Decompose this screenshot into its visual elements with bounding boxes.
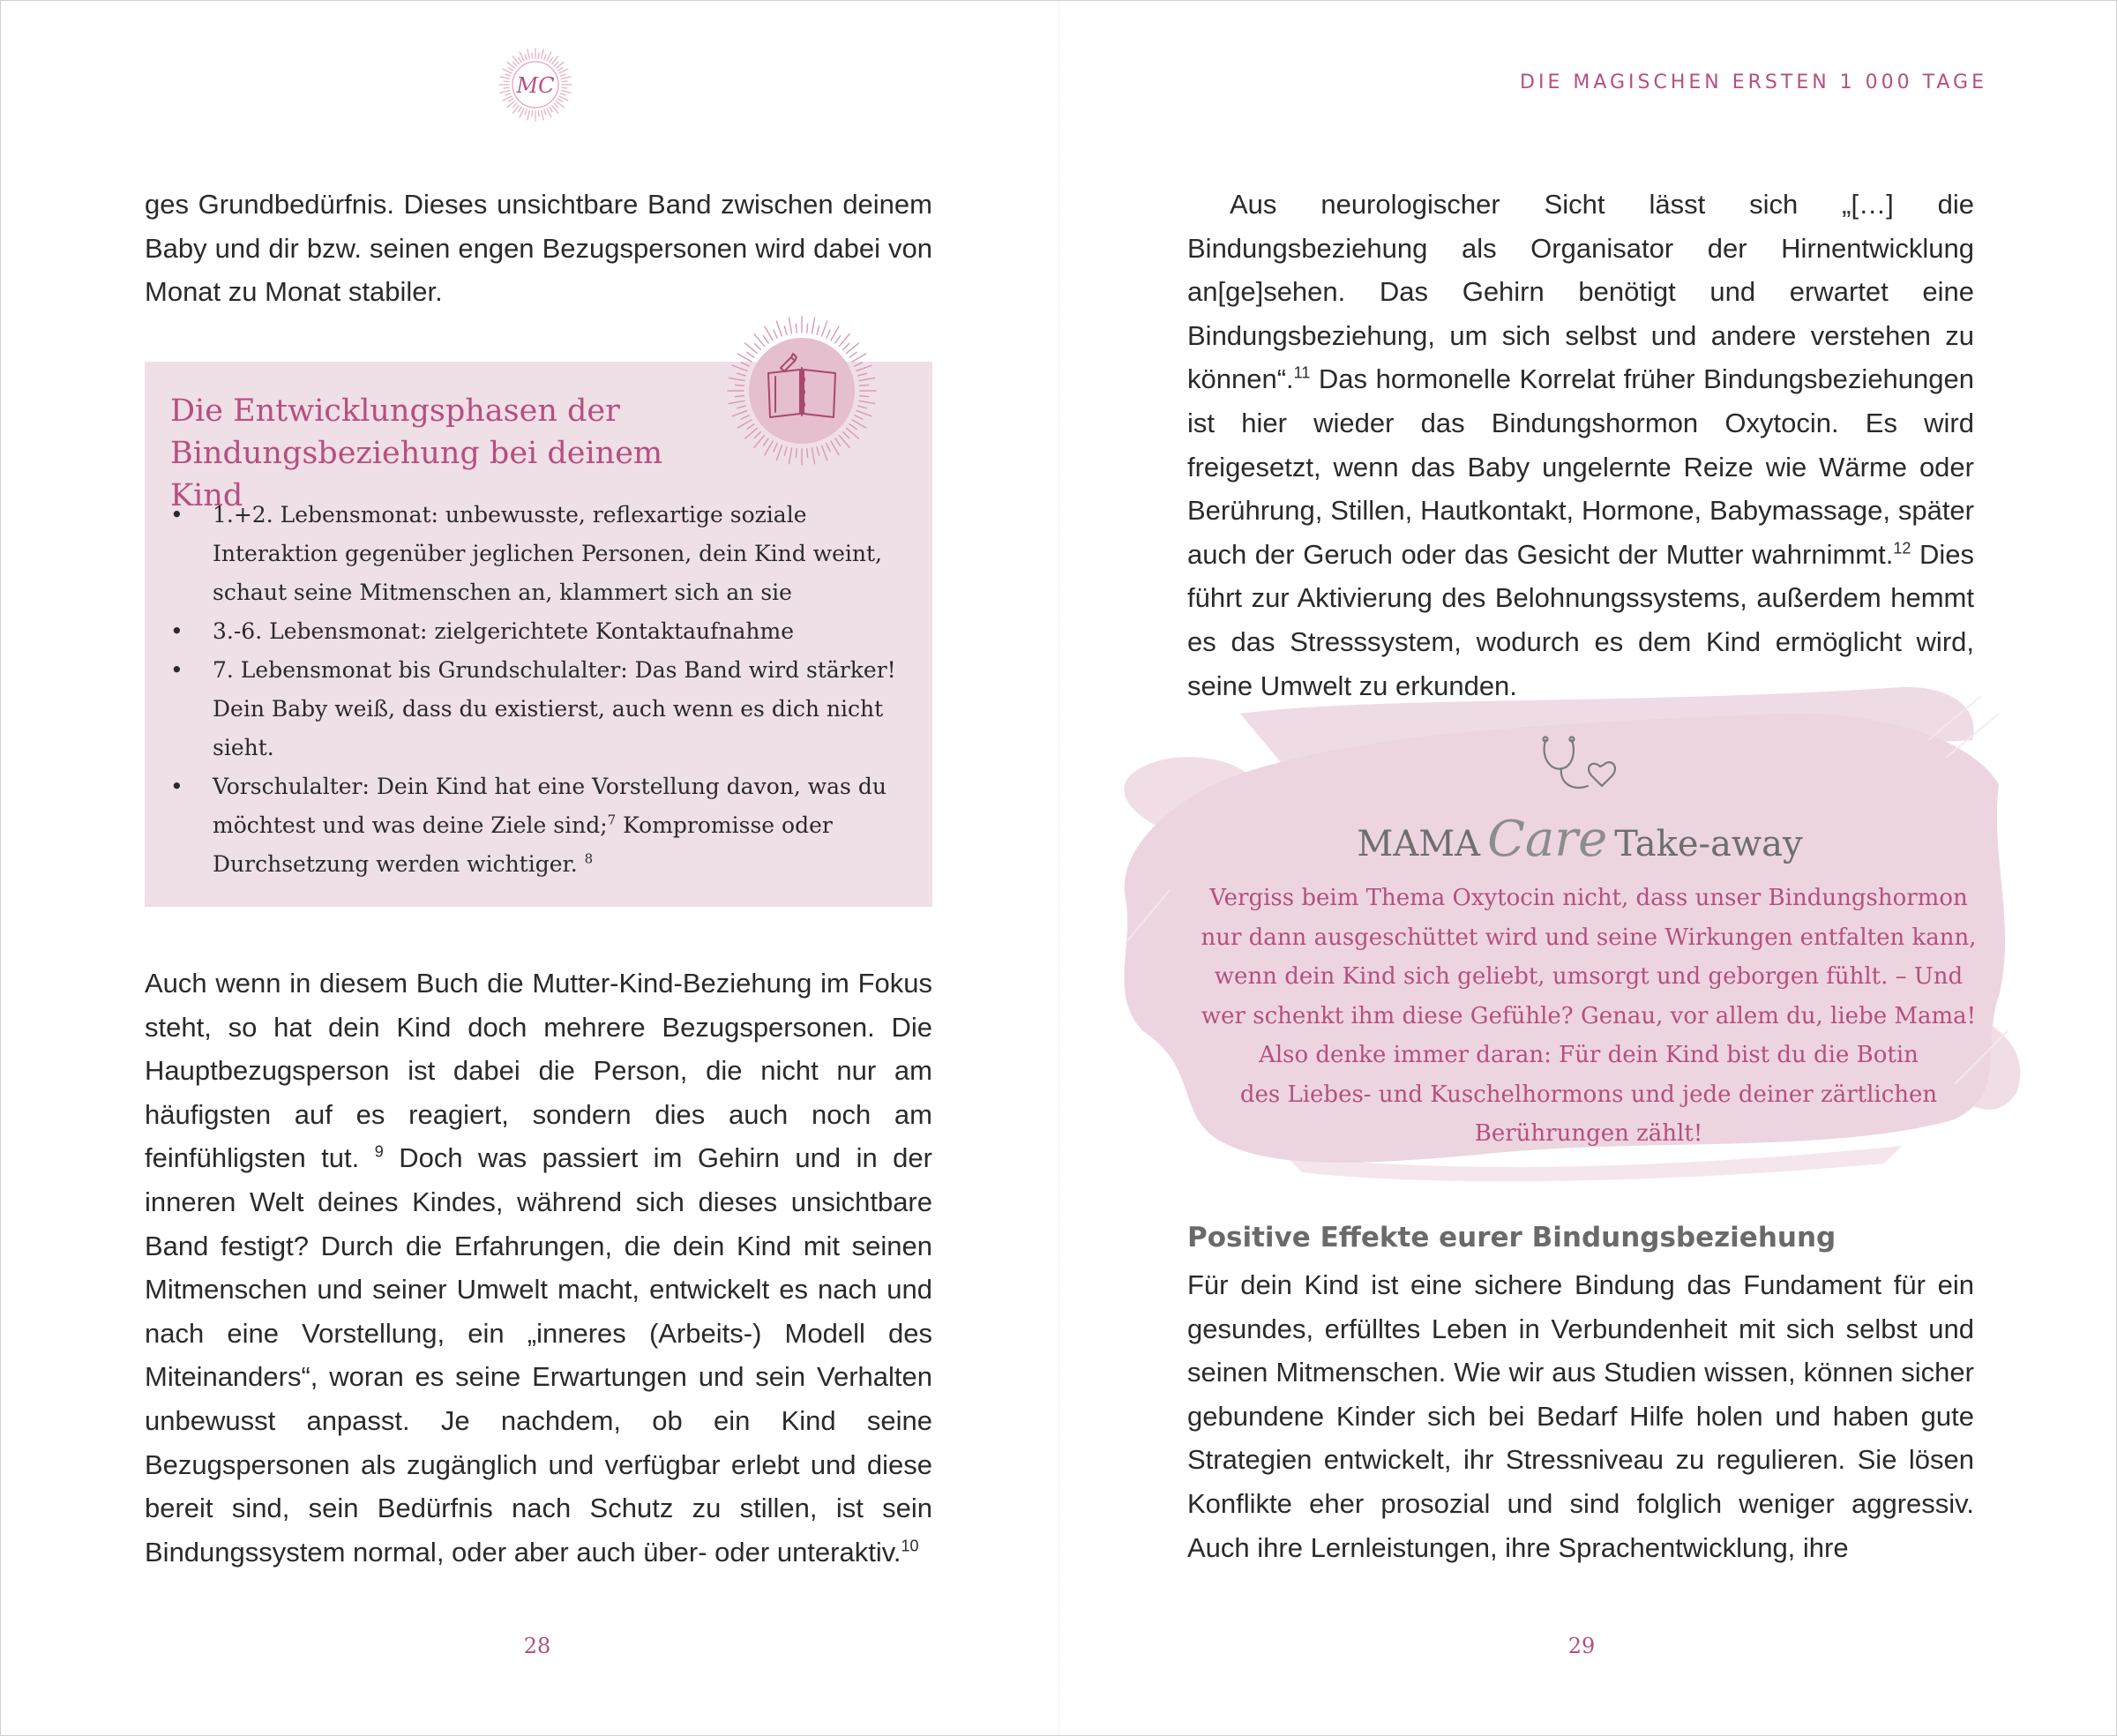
takeaway-line: Berührungen zählt!: [1474, 1120, 1703, 1147]
paragraph-effects-text: Für dein Kind ist eine sichere Bindung das Fundament für ein gesundes, erfülltes Leben in Verbundenheit mit sich selbst und seinen Mitmenschen. Wie wir aus Studien wissen, können sicher gebundene Kinder sich bei Bedarf Hilfe holen und haben gute Strategien entwickelt, ihr Stressniveau zu regulieren. Sie lösen Konflikte eher prosozial und sind folglich weniger aggressiv. Auch ihre Lernleistungen, ihre Sprachentwicklung, ihre: [1187, 1269, 1974, 1563]
running-head: DIE MAGISCHEN ERSTEN 1 000 TAGE: [1520, 71, 1987, 94]
left-page: [1, 1, 1059, 1736]
right-page: [1059, 1, 2117, 1736]
paragraph-effects: [1187, 1263, 1974, 1569]
takeaway-title: [1350, 811, 1809, 868]
paragraph-intro: [145, 183, 932, 314]
paragraph-neuro: [1187, 183, 1974, 707]
paragraph-text: Das hormonelle Korrelat früher Bindungsbeziehungen ist hier wieder das Bindungshormon Oxytocin. Es wird freigesetzt, wenn das Baby ungelernte Reize wie Wärme oder Berührung, Stillen, Hautkontakt, Hormone, Babymassage, später auch der Geruch oder das Gesicht der Mutter wahrnimmt.: [1187, 363, 1974, 570]
takeaway-text: [1201, 879, 1977, 1154]
takeaway-line: nur dann ausgeschüttet wird und seine Wirkungen entfalten kann,: [1201, 924, 1977, 951]
paragraph-text: Auch wenn in diesem Buch die Mutter-Kind-Beziehung im Fokus steht, so hat dein Kind doch mehrere Bezugspersonen. Die Hauptbezugsperson ist dabei die Person, die nicht nur am häufigsten auf es reagiert, sondern dies auch noch am feinfühligsten tut.: [145, 968, 932, 1174]
stethoscope-heart-icon: [1537, 733, 1623, 797]
page-number-right: 29: [1567, 1634, 1596, 1658]
mc-logo-icon: [497, 47, 573, 123]
info-box-bullet: • 7. Lebensmonat bis Grundschulalter: Das Band wird stärker! Dein Baby weiß, dass du existierst, auch wenn es dich nicht sieht.: [170, 651, 902, 767]
page-number-left: 28: [523, 1634, 551, 1658]
info-box-bullet: • 1.+2. Lebensmonat: unbewusste, reflexartige soziale Interaktion gegenüber jeglichen Personen, dein Kind weint, schaut seine Mitmenschen an, klammert sich an sie: [170, 496, 902, 612]
paragraph-text: Aus neurologischer Sicht lässt sich „[…] die Bindungsbeziehung als Organisator der Hirnentwicklung an[ge]sehen. Das Gehirn benötigt und erwartet eine Bindungsbeziehung, um sich selbst und andere verstehen zu können“.: [1187, 189, 1974, 395]
paragraph-text: Dies führt zur Aktivierung des Belohnungssystems, außerdem hemmt es das Stresssystem, wodurch es dem Kind ermöglicht wird, seine Umwelt zu erkunden.: [1187, 538, 1974, 701]
takeaway-line: wenn dein Kind sich geliebt, umsorgt und geborgen fühlt. – Und: [1214, 963, 1964, 990]
takeaway-title-label: Take-away: [1614, 824, 1803, 864]
info-box-title-line2: Bindungsbeziehung bei deinem Kind: [170, 436, 663, 513]
paragraph-neuro-text: [1187, 183, 1974, 707]
paragraph-intro-text: ges Grundbedürfnis. Dieses unsichtbare Band zwischen deinem Baby und dir bzw. seinen engen Bezugspersonen wird dabei von Monat zu Monat stabiler.: [145, 189, 932, 308]
footnote-ref: 9: [374, 1143, 384, 1162]
takeaway-title-care: Care: [1487, 811, 1608, 868]
info-box-bullet: • 3.-6. Lebensmonat: zielgerichtete Kontaktaufnahme: [170, 612, 902, 651]
notebook-pen-icon: [726, 315, 878, 467]
takeaway-line: Also denke immer daran: Für dein Kind bist du die Botin: [1259, 1042, 1919, 1068]
info-box-bullet-list: [170, 496, 902, 884]
paragraph-text: Doch was passiert im Gehirn und in der inneren Welt deines Kindes, während sich dieses unsichtbare Band festigt? Durch die Erfahrungen, die dein Kind mit seinen Mitmenschen und seiner Umwelt macht, entwickelt es nach und nach eine Vorstellung, ein „inneres (Arbeits-) Modell des Miteinanders“, woran es seine Erwartungen und sein Verhalten unbewusst anpasst. Je nachdem, ob ein Kind seine Bezugspersonen als zugänglich und verfügbar erlebt und diese bereit sind, sein Bedürfnis nach Schutz zu stillen, ist sein Bindungssystem normal, oder aber auch über- oder unteraktiv.: [145, 1142, 932, 1568]
info-box-bullet-text: Vorschulalter: Dein Kind hat eine Vorstellung davon, was du möchtest und was deine Ziele sind;: [213, 774, 886, 838]
footnote-ref: 7: [607, 812, 617, 828]
footnote-ref: 8: [584, 850, 594, 867]
section-subheading: Positive Effekte eurer Bindungsbeziehung: [1187, 1222, 1836, 1253]
takeaway-line: des Liebes- und Kuschelhormons und jede deiner zärtlichen: [1239, 1081, 1938, 1108]
takeaway-line: Vergiss beim Thema Oxytocin nicht, dass unser Bindungshormon: [1209, 885, 1968, 911]
info-box-title-line1: Die Entwicklungsphasen der: [170, 393, 620, 429]
footnote-ref: 10: [901, 1537, 919, 1555]
paragraph-main-left: [145, 962, 932, 1574]
info-box-bullet: [170, 767, 902, 884]
footnote-ref: 12: [1893, 539, 1911, 557]
footnote-ref: 11: [1293, 364, 1311, 383]
info-box-bullet-text: Kompromisse oder Durchsetzung werden wichtiger.: [213, 812, 833, 877]
takeaway-line: wer schenkt ihm diese Gefühle? Genau, vor allem du, liebe Mama!: [1201, 1002, 1977, 1029]
logo-text: MC: [516, 73, 555, 98]
paragraph-main-left-text: [145, 962, 932, 1574]
takeaway-title-mama: MAMA: [1357, 824, 1481, 864]
